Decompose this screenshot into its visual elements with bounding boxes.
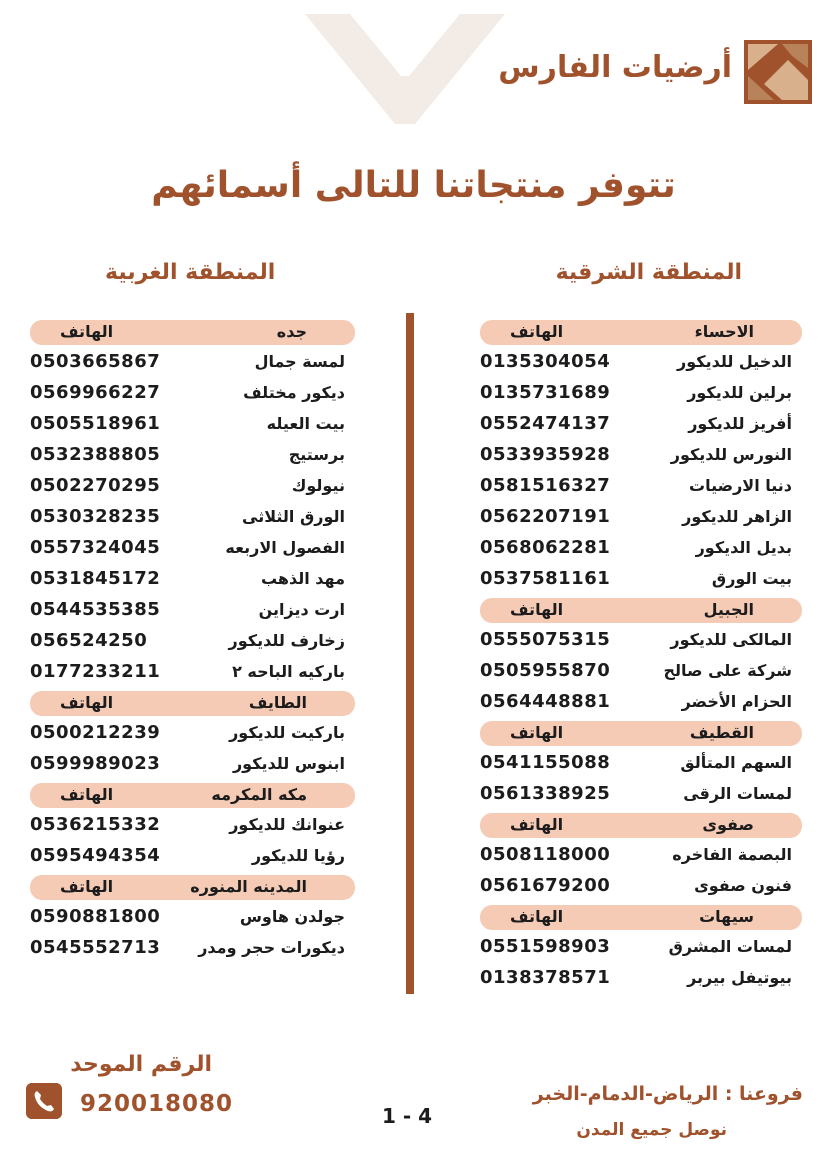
shop-name: مهد الذهب [260, 569, 345, 588]
group-header [480, 320, 802, 345]
shop-name: دنيا الارضيات [688, 476, 792, 495]
shop-name: رؤيا للديكور [251, 846, 345, 865]
phone-column-label: الهاتف [510, 815, 564, 834]
shop-name: ديكور مختلف [243, 383, 345, 402]
shop-phone: 056524250 [30, 630, 148, 651]
shop-phone: 0537581161 [480, 568, 611, 589]
diamond-tile-logo-icon [744, 40, 812, 104]
shop-name: ديكورات حجر ومدر [198, 938, 345, 957]
shop-phone: 0533935928 [480, 444, 611, 465]
city-name: الطايف [248, 693, 307, 712]
shop-phone: 0595494354 [30, 845, 161, 866]
shop-phone: 0177233211 [30, 661, 161, 682]
region-title-west: المنطقة الغربية [105, 260, 276, 285]
city-name: صفوى [702, 815, 754, 834]
page-headline: تتوفر منتجاتنا للتالى أسمائهم [151, 165, 676, 206]
group-header [480, 813, 802, 838]
shop-name: بيت العيله [266, 414, 345, 433]
shop-phone: 0562207191 [480, 506, 611, 527]
list-item [30, 658, 355, 689]
phone-column-label: الهاتف [60, 785, 114, 804]
list-item [480, 872, 802, 903]
phone-handset-icon [26, 1083, 62, 1119]
list-item [30, 503, 355, 534]
west-region-list [30, 318, 355, 965]
shop-phone: 0552474137 [480, 413, 611, 434]
group-header [30, 783, 355, 808]
shop-name: زخارف للديكور [228, 631, 345, 650]
group-header [480, 721, 802, 746]
list-item [30, 596, 355, 627]
shop-name: لمسة جمال [254, 352, 345, 371]
group-header [480, 598, 802, 623]
shop-name: باركيه الباحه ٢ [232, 662, 345, 681]
list-item [30, 842, 355, 873]
list-item [30, 348, 355, 379]
shop-phone: 0500212239 [30, 722, 161, 743]
list-item [480, 472, 802, 503]
phone-column-label: الهاتف [510, 322, 564, 341]
list-item [30, 472, 355, 503]
shop-name: جولدن هاوس [239, 907, 345, 926]
list-item [30, 719, 355, 750]
shop-name: الفصول الاربعه [225, 538, 345, 557]
group-header [30, 320, 355, 345]
east-region-list [480, 318, 802, 995]
shop-name: برستيج [288, 445, 345, 464]
shop-name: الحزام الأخضر [681, 692, 792, 711]
shop-name: شركة على صالح [663, 661, 792, 680]
shop-phone: 0561679200 [480, 875, 611, 896]
branches-text: فروعنا : الرياض-الدمام-الخبر [532, 1083, 803, 1105]
shop-phone: 0532388805 [30, 444, 161, 465]
shop-phone: 0551598903 [480, 936, 611, 957]
shop-name: لمسات المشرق [668, 937, 792, 956]
city-name: الاحساء [694, 322, 754, 341]
shop-name: نيولوك [291, 476, 345, 495]
city-name: سيهات [699, 907, 754, 926]
shop-name: الدخيل للديكور [677, 352, 792, 371]
list-item [30, 441, 355, 472]
unified-number-label: الرقم الموحد [70, 1052, 212, 1077]
list-item [480, 841, 802, 872]
list-item [480, 780, 802, 811]
shop-phone: 0581516327 [480, 475, 611, 496]
shop-name: ارت ديزاين [258, 600, 345, 619]
shop-phone: 0505518961 [30, 413, 161, 434]
shop-name: لمسات الرقى [683, 784, 792, 803]
list-item [480, 379, 802, 410]
shop-phone: 0568062281 [480, 537, 611, 558]
shop-name: فنون صفوى [694, 876, 792, 895]
list-item [30, 410, 355, 441]
shop-phone: 0530328235 [30, 506, 161, 527]
list-item [30, 565, 355, 596]
shop-name: ابنوس للديكور [232, 754, 345, 773]
shop-phone: 0557324045 [30, 537, 161, 558]
city-name: جده [276, 322, 307, 341]
list-item [480, 348, 802, 379]
shop-name: السهم المتألق [680, 753, 792, 772]
group-header [30, 875, 355, 900]
shop-phone: 0502270295 [30, 475, 161, 496]
list-item [480, 688, 802, 719]
phone-column-label: الهاتف [60, 322, 114, 341]
shop-phone: 0561338925 [480, 783, 611, 804]
shop-phone: 0505955870 [480, 660, 611, 681]
shop-phone: 0599989023 [30, 753, 161, 774]
shop-phone: 0545552713 [30, 937, 161, 958]
shop-name: الزاهر للديكور [682, 507, 792, 526]
list-item [480, 749, 802, 780]
shop-phone: 0541155088 [480, 752, 611, 773]
list-item [30, 903, 355, 934]
shop-phone: 0531845172 [30, 568, 161, 589]
list-item [480, 503, 802, 534]
list-item [30, 534, 355, 565]
list-item [480, 626, 802, 657]
shop-name: بيت الورق [711, 569, 792, 588]
shop-name: المالكى للديكور [670, 630, 792, 649]
shop-phone: 0135731689 [480, 382, 611, 403]
list-item [480, 964, 802, 995]
phone-column-label: الهاتف [510, 600, 564, 619]
list-item [480, 933, 802, 964]
shop-phone: 0508118000 [480, 844, 611, 865]
list-item [480, 657, 802, 688]
page-number: 1 - 4 [382, 1104, 433, 1128]
list-item [480, 565, 802, 596]
shop-name: برلين للديكور [687, 383, 792, 402]
shop-name: الورق الثلاثى [242, 507, 345, 526]
chevron-watermark-icon [305, 14, 505, 124]
shop-phone: 0555075315 [480, 629, 611, 650]
list-item [30, 934, 355, 965]
group-header [30, 691, 355, 716]
list-item [30, 379, 355, 410]
column-divider [406, 313, 414, 994]
shop-phone: 0569966227 [30, 382, 161, 403]
delivery-text: نوصل جميع المدن [576, 1120, 727, 1140]
shop-name: بيوتيفل بيربر [687, 968, 792, 987]
brand-name: أرضيات الفارس [498, 50, 732, 85]
shop-name: أفريز للديكور [688, 414, 792, 433]
shop-name: بديل الديكور [695, 538, 792, 557]
shop-name: النورس للديكور [670, 445, 792, 464]
list-item [480, 441, 802, 472]
group-header [480, 905, 802, 930]
shop-name: عنوانك للديكور [229, 815, 345, 834]
list-item [30, 750, 355, 781]
city-name: الجبيل [703, 600, 754, 619]
unified-number: 920018080 [80, 1091, 234, 1117]
city-name: المدينه المنوره [190, 877, 307, 896]
shop-name: باركيت للديكور [229, 723, 345, 742]
shop-phone: 0536215332 [30, 814, 161, 835]
shop-phone: 0544535385 [30, 599, 161, 620]
shop-phone: 0138378571 [480, 967, 611, 988]
region-title-east: المنطقة الشرقية [555, 260, 742, 285]
city-name: مكه المكرمه [211, 785, 307, 804]
shop-phone: 0135304054 [480, 351, 611, 372]
phone-column-label: الهاتف [60, 877, 114, 896]
city-name: القطيف [689, 723, 754, 742]
list-item [480, 410, 802, 441]
shop-phone: 0590881800 [30, 906, 161, 927]
phone-column-label: الهاتف [60, 693, 114, 712]
list-item [30, 627, 355, 658]
list-item [30, 811, 355, 842]
phone-column-label: الهاتف [510, 723, 564, 742]
shop-phone: 0503665867 [30, 351, 161, 372]
shop-name: البصمة الفاخره [672, 845, 792, 864]
list-item [480, 534, 802, 565]
shop-phone: 0564448881 [480, 691, 611, 712]
phone-column-label: الهاتف [510, 907, 564, 926]
